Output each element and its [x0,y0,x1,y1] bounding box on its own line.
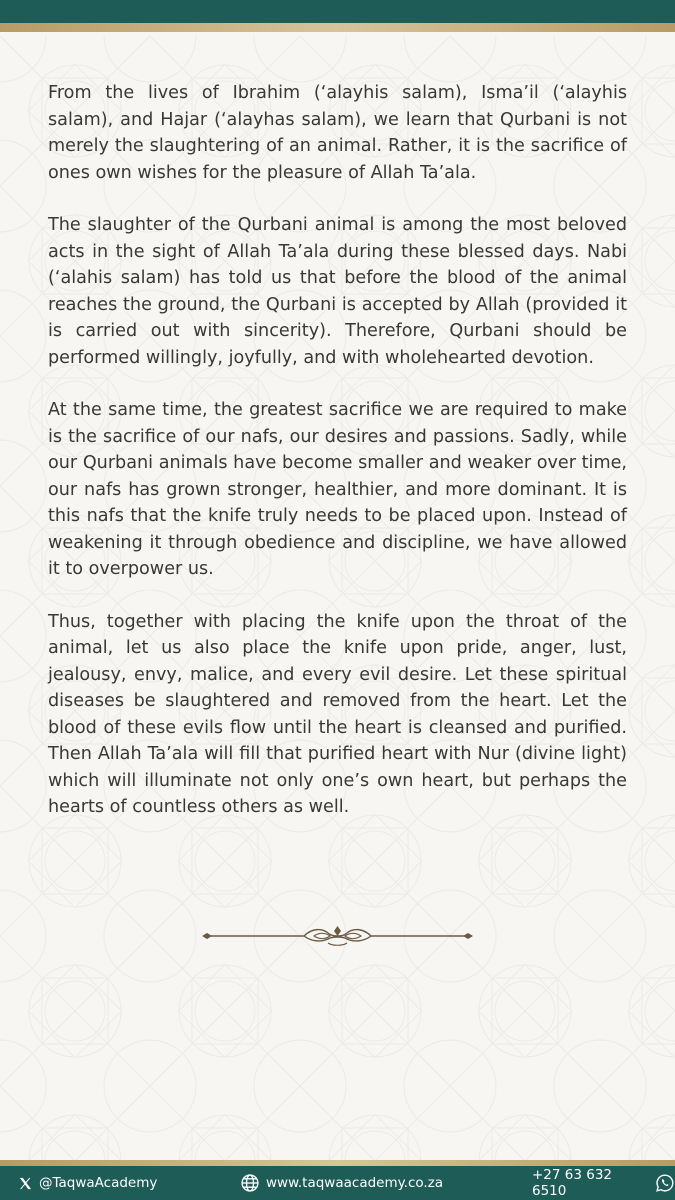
footer-phone[interactable] [532,1166,675,1200]
x-logo-icon [18,1176,33,1191]
paragraph-2: The slaughter of the Qurbani animal is among the most beloved acts in the sight of Allah Ta’ala during these blessed days. Nabi (‘alahis salam) has told us that before the blood of the animal reaches the ground, the Qurbani is accepted by Allah (provided it is carried out with sincerity). Therefore, Qurbani should be performed willingly, joyfully, and with wholehearted devotion. [48,215,627,368]
paragraph-3: At the same time, the greatest sacrifice we are required to make is the sacrifice of our nafs, our desires and passions. Sadly, while our Qurbani animals have become smaller and weaker over time, our nafs has grown stronger, healthier, and more dominant. It is this nafs that the knife truly needs to be placed upon. Instead of weakening it through obedience and discipline, we have allowed it to overpower us. [48,400,627,579]
globe-icon [240,1173,260,1193]
paragraph-4: Thus, together with placing the knife upon the throat of the animal, let us also place the knife upon pride, anger, lust, jealousy, envy, malice, and every evil desire. Let these spiritual diseases be slaughtered and removed from the heart. Let the blood of these evils flow until the heart is cleansed and purified. Then Allah Ta’ala will fill that purified heart with Nur (divine light) which will illuminate not only one’s own heart, but perhaps the hearts of countless others as well. [48,611,627,817]
paragraph-1: From the lives of Ibrahim (‘alayhis salam), Isma’il (‘alayhis salam), and Hajar (‘alayhas salam), we learn that Qurbani is not merely the slaughtering of an animal. Rather, it is the sacrifice of ones own wishes for the pleasure of Allah Ta’ala. [48,83,627,183]
phone-number[interactable]: +27 63 632 6510 [532,1167,613,1199]
footer-social[interactable] [18,1166,157,1200]
twitter-handle[interactable]: @TaqwaAcademy [39,1175,158,1191]
footer-bar [0,1166,675,1200]
header-gold-stripe [0,23,675,32]
footer-website[interactable] [240,1166,443,1200]
ornamental-divider-icon [200,922,475,950]
website-link[interactable]: www.taqwaacademy.co.za [266,1175,444,1191]
whatsapp-icon [655,1173,675,1193]
article-body [48,80,627,847]
header-band [0,0,675,23]
